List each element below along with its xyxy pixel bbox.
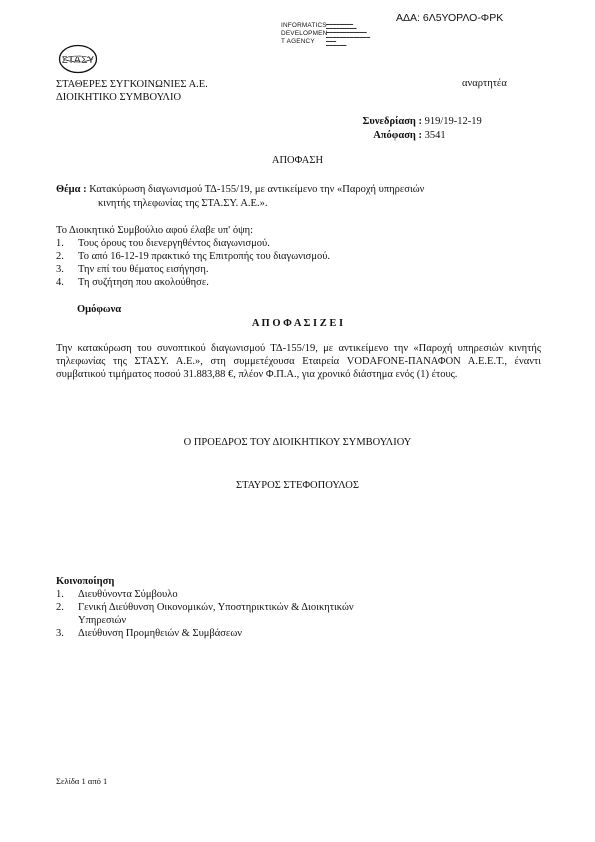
- agency-line: INFORMATICS: [281, 22, 327, 29]
- agency-fine-print-mark: ▬▬▬▬▬▬▬▬ ▬▬▬▬▬▬▬▬▬ ▬▬▬▬▬▬▬▬▬▬▬▬ ▬▬▬▬▬▬▬▬▬▬▬▬▬ ▬▬▬ ▬▬▬▬▬▬: [326, 22, 371, 48]
- list-item: 2. Γενική Διεύθυνση Οικονομικών, Υποστηρικτικών & Διοικητικών Υπηρεσιών: [56, 602, 354, 626]
- page-number: Σελίδα 1 από 1: [56, 776, 108, 786]
- publication-flag: αναρτητέα: [462, 78, 507, 89]
- agency-label: [281, 22, 327, 46]
- list-item: 2. Το από 16-12-19 πρακτικό της Επιτροπής του διαγωνισμού.: [56, 251, 331, 262]
- document-title: ΑΠΟΦΑΣΗ: [271, 155, 324, 166]
- president-name: ΣΤΑΥΡΟΣ ΣΤΕΦΟΠΟΥΛΟΣ: [236, 480, 359, 491]
- list-item: 4. Τη συζήτηση που ακολούθησε.: [56, 277, 209, 288]
- subject-block: [56, 183, 526, 211]
- organization-name: ΣΤΑΘΕΡΕΣ ΣΥΓΚΟΙΝΩΝΙΕΣ Α.Ε.: [56, 79, 208, 90]
- considerations-block: [56, 224, 541, 289]
- considerations-intro: Το Διοικητικό Συμβούλιο αφού έλαβε υπ' όψη:: [56, 225, 254, 236]
- list-item: 3. Διεύθυνση Προμηθειών & Συμβάσεων: [56, 628, 242, 639]
- decides-heading: Α Π Ο Φ Α Σ Ι Ζ Ε Ι: [251, 318, 344, 329]
- cc-block: [56, 575, 541, 640]
- president-title: Ο ΠΡΟΕΔΡΟΣ ΤΟΥ ΔΙΟΙΚΗΤΙΚΟΥ ΣΥΜΒΟΥΛΙΟΥ: [183, 437, 412, 448]
- decision-text: Την κατακύρωση του συνοπτικού διαγωνισμού ΤΔ-155/19, με αντικείμενο την «Παροχή υπηρεσιών κινητής τηλεφωνίας της ΣΤΑΣΥ. Α.Ε.», στη συμμετέχουσα Εταιρεία VODAFONE-ΠΑΝΑΦΟΝ Α.Ε.Ε.Τ., έναντι συμβατικού τιμήματος ποσού 31.883,88 €, πλέον Φ.Π.Α., για χρονικό διάστημα ενός (1) έτους.: [56, 343, 541, 380]
- svg-text:ΣΤΑΣΥ: ΣΤΑΣΥ: [61, 54, 95, 66]
- stasy-logo: [58, 44, 98, 74]
- session-info: [344, 115, 482, 143]
- session-value: 919/19-12-19: [424, 116, 482, 127]
- list-item: 1. Τους όρους του διενεργηθέντος διαγωνισμού.: [56, 238, 270, 249]
- session-label: Συνεδρίαση :: [362, 116, 422, 127]
- decision-number-label: Απόφαση :: [373, 130, 422, 141]
- stasy-logo-icon: [58, 44, 98, 74]
- decision-number-value: 3541: [424, 130, 446, 141]
- subject-line-2: κινητής τηλεφωνίας της ΣΤΑ.ΣΥ. Α.Ε.».: [98, 198, 268, 209]
- organization-board: ΔΙΟΙΚΗΤΙΚΟ ΣΥΜΒΟΥΛΙΟ: [56, 92, 182, 103]
- agency-line: DEVELOPMEN: [281, 30, 328, 37]
- agency-line: T AGENCY: [281, 38, 315, 45]
- organization-block: [56, 78, 208, 104]
- list-item: 3. Την επί του θέματος εισήγηση.: [56, 264, 209, 275]
- subject-line-1: Κατακύρωση διαγωνισμού ΤΔ-155/19, με αντικείμενο την «Παροχή υπηρεσιών: [89, 184, 425, 195]
- ada-code: ΑΔΑ: 6Λ5ΥΟΡΛΟ-ΦΡΚ: [396, 12, 504, 24]
- cc-title: Κοινοποίηση: [56, 576, 115, 587]
- subject-label: Θέμα :: [56, 184, 87, 195]
- unanimous-label: Ομόφωνα: [77, 304, 122, 315]
- list-item: 1. Διευθύνοντα Σύμβουλο: [56, 589, 178, 600]
